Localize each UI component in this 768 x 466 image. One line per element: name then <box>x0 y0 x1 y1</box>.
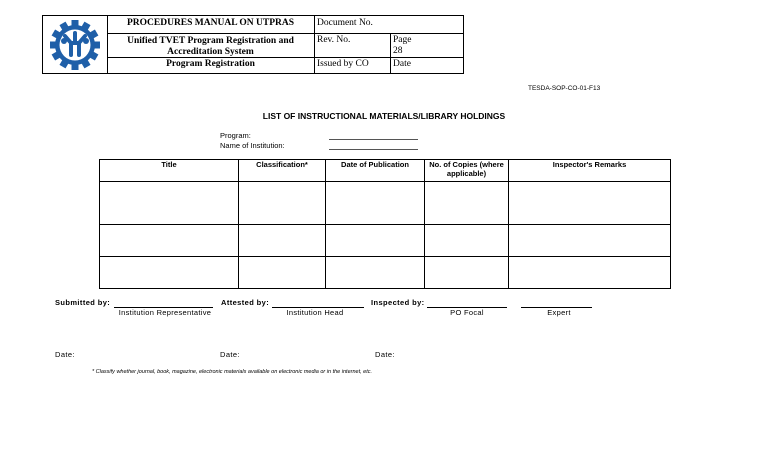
table-row <box>100 182 671 225</box>
column-title: Title <box>100 160 239 182</box>
institution-representative-label: Institution Representative <box>118 308 212 317</box>
form-title: LIST OF INSTRUCTIONAL MATERIALS/LIBRARY HOLDINGS <box>262 111 506 121</box>
date-label-3: Date: <box>375 350 395 359</box>
date-label-1: Date: <box>55 350 75 359</box>
submitted-by-label: Submitted by: <box>55 298 111 307</box>
table-cell[interactable] <box>326 225 425 257</box>
table-cell[interactable] <box>509 225 671 257</box>
table-cell[interactable] <box>239 225 326 257</box>
table-cell[interactable] <box>425 182 509 225</box>
rev-no-label: Rev. No. <box>317 35 351 45</box>
form-code: TESDA-SOP-CO-01-F13 <box>528 85 601 92</box>
table-cell[interactable] <box>239 257 326 289</box>
po-focal-label: PO Focal <box>450 308 484 317</box>
date-label: Date <box>393 59 411 69</box>
issued-by: Issued by CO <box>317 59 369 69</box>
document-no-label: Document No. <box>317 18 373 28</box>
institution-head-label: Institution Head <box>286 308 344 317</box>
holdings-table <box>99 159 671 289</box>
table-cell[interactable] <box>100 257 239 289</box>
table-cell[interactable] <box>100 225 239 257</box>
program-label: Program: <box>220 131 251 140</box>
section-title: Program Registration <box>166 59 255 69</box>
column-no-of-copies: No. of Copies (where applicable) <box>425 160 509 182</box>
table-cell[interactable] <box>326 257 425 289</box>
table-row <box>100 257 671 289</box>
attested-by-label: Attested by: <box>221 298 270 307</box>
column-classification: Classification* <box>239 160 326 182</box>
classification-footnote: * Classify whether journal, book, magazine, electronic materials available on electronic media or in the internet, etc. <box>92 369 373 375</box>
page-number: 28 <box>393 46 403 56</box>
table-cell[interactable] <box>239 182 326 225</box>
table-cell[interactable] <box>425 257 509 289</box>
program-field[interactable] <box>329 139 418 140</box>
expert-label: Expert <box>547 308 571 317</box>
table-cell[interactable] <box>509 257 671 289</box>
table-cell[interactable] <box>100 182 239 225</box>
date-label-2: Date: <box>220 350 240 359</box>
table-row <box>100 225 671 257</box>
institution-field[interactable] <box>329 149 418 150</box>
table-cell[interactable] <box>509 182 671 225</box>
institution-label: Name of Institution: <box>220 141 285 150</box>
manual-title: PROCEDURES MANUAL ON UTPRAS <box>126 18 295 28</box>
table-header-row <box>100 160 671 182</box>
system-title: Unified TVET Program Registration and Accreditation System <box>127 36 294 57</box>
table-cell[interactable] <box>425 225 509 257</box>
column-inspectors-remarks: Inspector's Remarks <box>509 160 671 182</box>
column-date-of-publication: Date of Publication <box>326 160 425 182</box>
page-label: Page <box>393 35 412 45</box>
table-cell[interactable] <box>326 182 425 225</box>
document-header <box>42 15 464 74</box>
tesda-logo-icon <box>46 19 104 71</box>
inspected-by-label: Inspected by: <box>371 298 425 307</box>
